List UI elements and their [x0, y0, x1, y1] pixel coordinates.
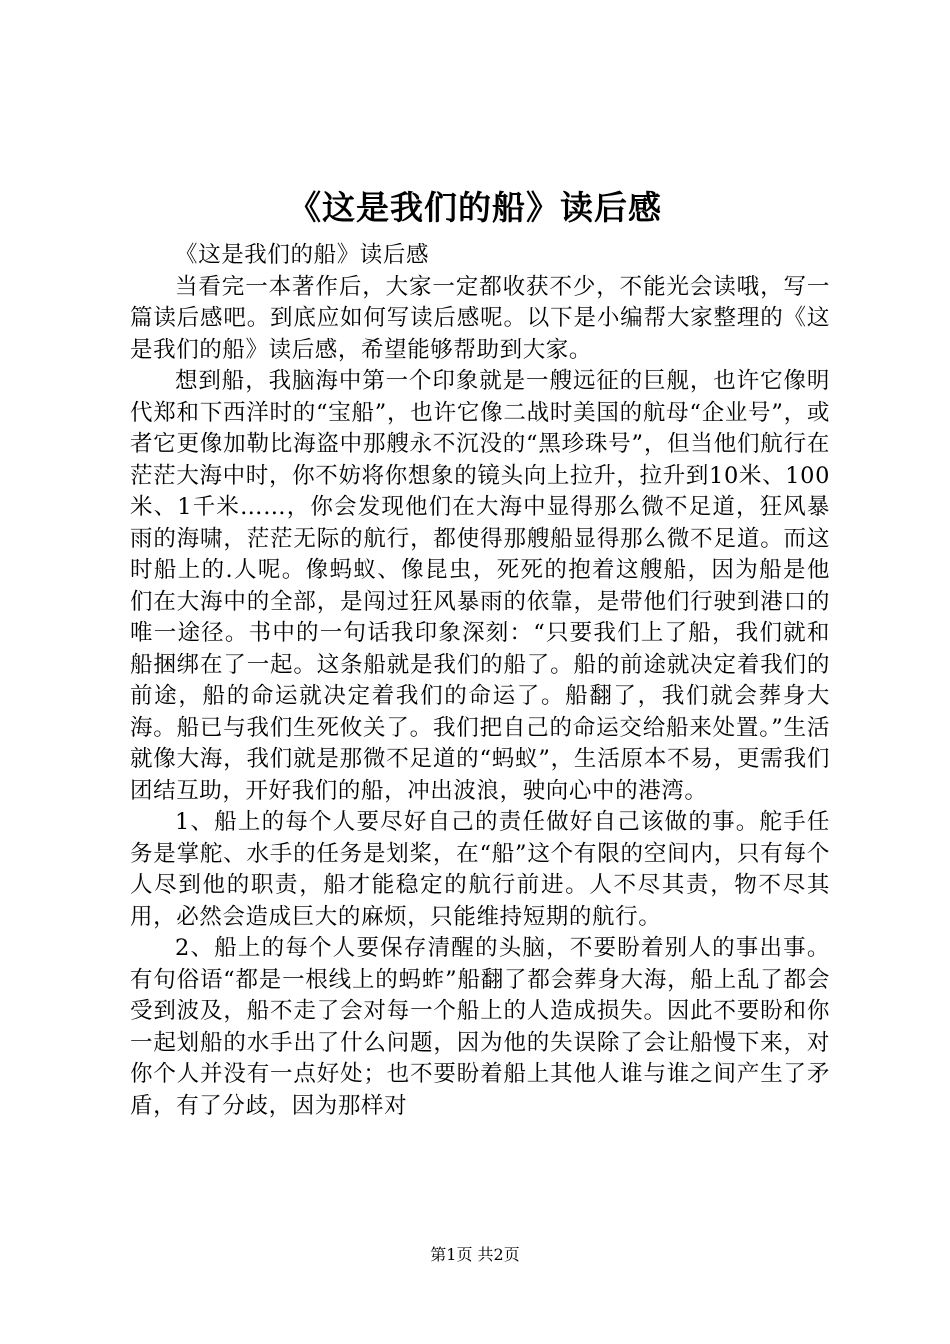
paragraph-point-1: 1、船上的每个人要尽好自己的责任做好自己该做的事。舵手任务是掌舵、水手的任务是划桨，在“船”这个有限的空间内，只有每个人尽到他的职责，船才能稳定的航行前进。人不尽其责，物不尽其用，必然会造成巨大的麻烦，只能维持短期的航行。	[130, 809, 830, 930]
document-title: 《这是我们的船》读后感	[288, 188, 662, 227]
paragraph-ship-imagery: 想到船，我脑海中第一个印象就是一艘远征的巨舰，也许它像明代郑和下西洋时的“宝船”，也许它像二战时美国的航母“企业号”，或者它更像加勒比海盗中那艘永不沉没的“黑珍珠号”，但当他们航行在茫茫大海中时，你不妨将你想象的镜头向上拉升，拉升到10米、100米、1千米……，你会发现他们在大海中显得那么微不足道，狂风暴雨的海啸，茫茫无际的航行，都使得那艘船显得那么微不足道。而这时船上的.人呢。像蚂蚁、像昆虫，死死的抱着这艘船，因为船是他们在大海中的全部，是闯过狂风暴雨的依靠，是带他们行驶到港口的唯一途径。书中的一句话我印象深刻：“只要我们上了船，我们就和船捆绑在了一起。这条船就是我们的船了。船的前途就决定着我们的前途，船的命运就决定着我们的命运了。船翻了，我们就会葬身大海。船已与我们生死攸关了。我们把自己的命运交给船来处置。”生活就像大海，我们就是那微不足道的“蚂蚁”，生活原本不易，更需我们团结互助，开好我们的船，冲出波浪，驶向心中的港湾。	[130, 368, 830, 804]
paragraph-point-2: 2、船上的每个人要保存清醒的头脑，不要盼着别人的事出事。有句俗语“都是一根线上的蚂蚱”船翻了都会葬身大海，船上乱了都会受到波及，船不走了会对每一个船上的人造成损失。因此不要盼和你一起划船的水手出了什么问题，因为他的失误除了会让船慢下来，对你个人并没有一点好处；也不要盼着船上其他人谁与谁之间产生了矛盾，有了分歧，因为那样对	[130, 935, 830, 1119]
paragraph-subtitle: 《这是我们的船》读后感	[175, 242, 430, 268]
paragraph-intro: 当看完一本著作后，大家一定都收获不少，不能光会读哦，写一篇读后感吧。到底应如何写读后感呢。以下是小编帮大家整理的《这是我们的船》读后感，希望能够帮助到大家。	[130, 273, 830, 363]
page-indicator: 第1页 共2页	[430, 1245, 520, 1264]
document-body	[130, 240, 830, 1122]
